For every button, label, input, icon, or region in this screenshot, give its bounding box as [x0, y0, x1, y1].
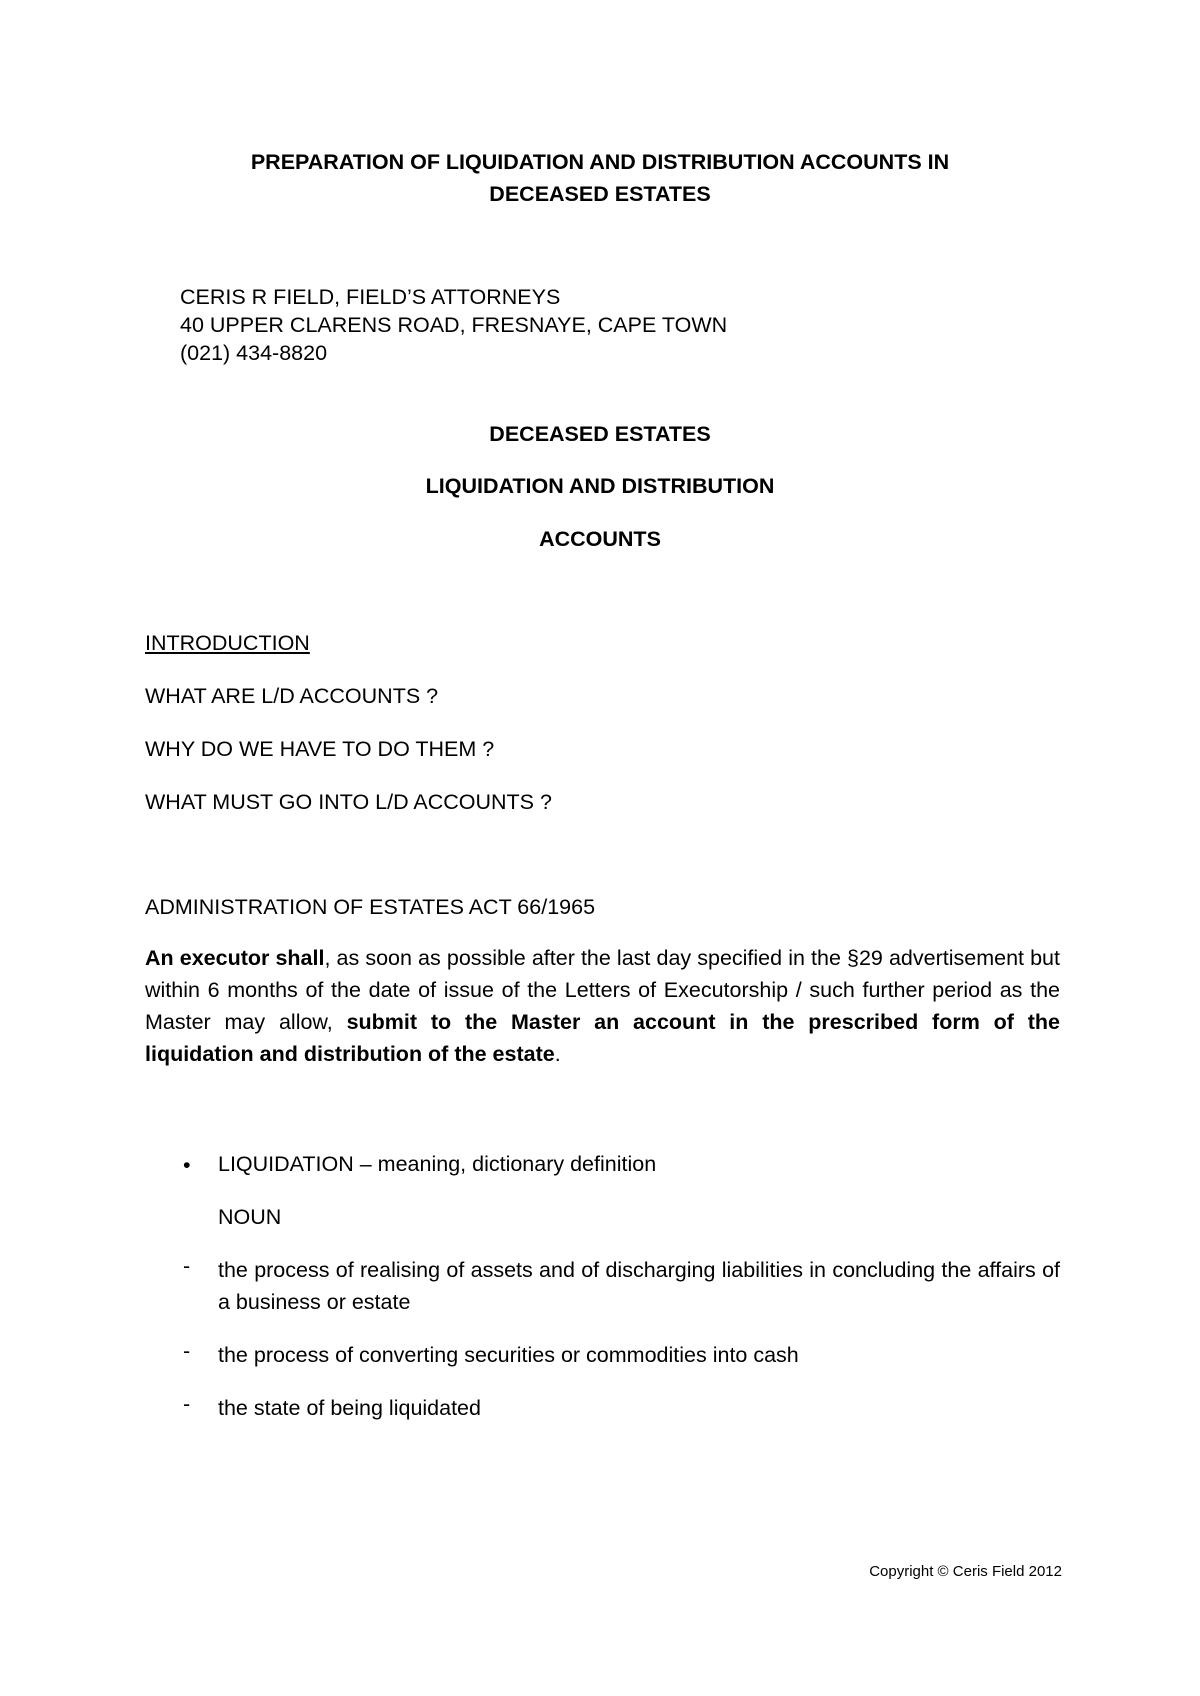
- para-bold-2: submit to the Master an account in the prescribed form of the liquidation and distribution of the estate: [145, 1010, 1060, 1066]
- author-name: CERIS R FIELD, FIELD’S ATTORNEYS: [180, 285, 561, 309]
- liquidation-bullet-text: LIQUIDATION – meaning, dictionary definition: [218, 1152, 657, 1176]
- title-line-1: PREPARATION OF LIQUIDATION AND DISTRIBUTION ACCOUNTS IN: [250, 150, 950, 174]
- author-block: [180, 283, 727, 367]
- author-phone: (021) 434-8820: [180, 341, 328, 365]
- para-text-1: , as soon as possible after the last day specified in the §29 advertisement but within 6 months of the date of issue of the Letters of Executorship / such further period as the Master may allow,: [145, 946, 1060, 1034]
- intro-question-3: WHAT MUST GO INTO L/D ACCOUNTS ?: [145, 790, 552, 814]
- copyright-footer: Copyright © Ceris Field 2012: [869, 1563, 1062, 1580]
- heading-deceased-estates: DECEASED ESTATES: [489, 422, 711, 446]
- dash-icon: -: [183, 1339, 191, 1363]
- definition-3: the state of being liquidated: [218, 1396, 481, 1420]
- para-end: .: [554, 1042, 561, 1066]
- bullet-icon: •: [183, 1153, 191, 1177]
- definition-1: the process of realising of assets and of discharging liabilities in concluding the affairs of a business or estate: [218, 1258, 1060, 1314]
- title-line-2: DECEASED ESTATES: [489, 182, 711, 206]
- intro-question-2: WHY DO WE HAVE TO DO THEM ?: [145, 737, 495, 761]
- dash-icon: -: [183, 1392, 191, 1416]
- heading-accounts: ACCOUNTS: [539, 527, 661, 551]
- author-address: 40 UPPER CLARENS ROAD, FRESNAYE, CAPE TOWN: [180, 313, 728, 337]
- heading-liquidation-distribution: LIQUIDATION AND DISTRIBUTION: [425, 474, 775, 498]
- executor-paragraph: [145, 942, 1060, 1070]
- noun-label: NOUN: [218, 1205, 282, 1229]
- document-title: [145, 146, 1055, 210]
- definition-2: the process of converting securities or commodities into cash: [218, 1343, 799, 1367]
- para-bold-1: An executor shall: [145, 946, 325, 970]
- act-heading: ADMINISTRATION OF ESTATES ACT 66/1965: [145, 895, 596, 919]
- dash-icon: -: [183, 1254, 191, 1278]
- introduction-heading: INTRODUCTION: [145, 631, 310, 655]
- intro-question-1: WHAT ARE L/D ACCOUNTS ?: [145, 684, 439, 708]
